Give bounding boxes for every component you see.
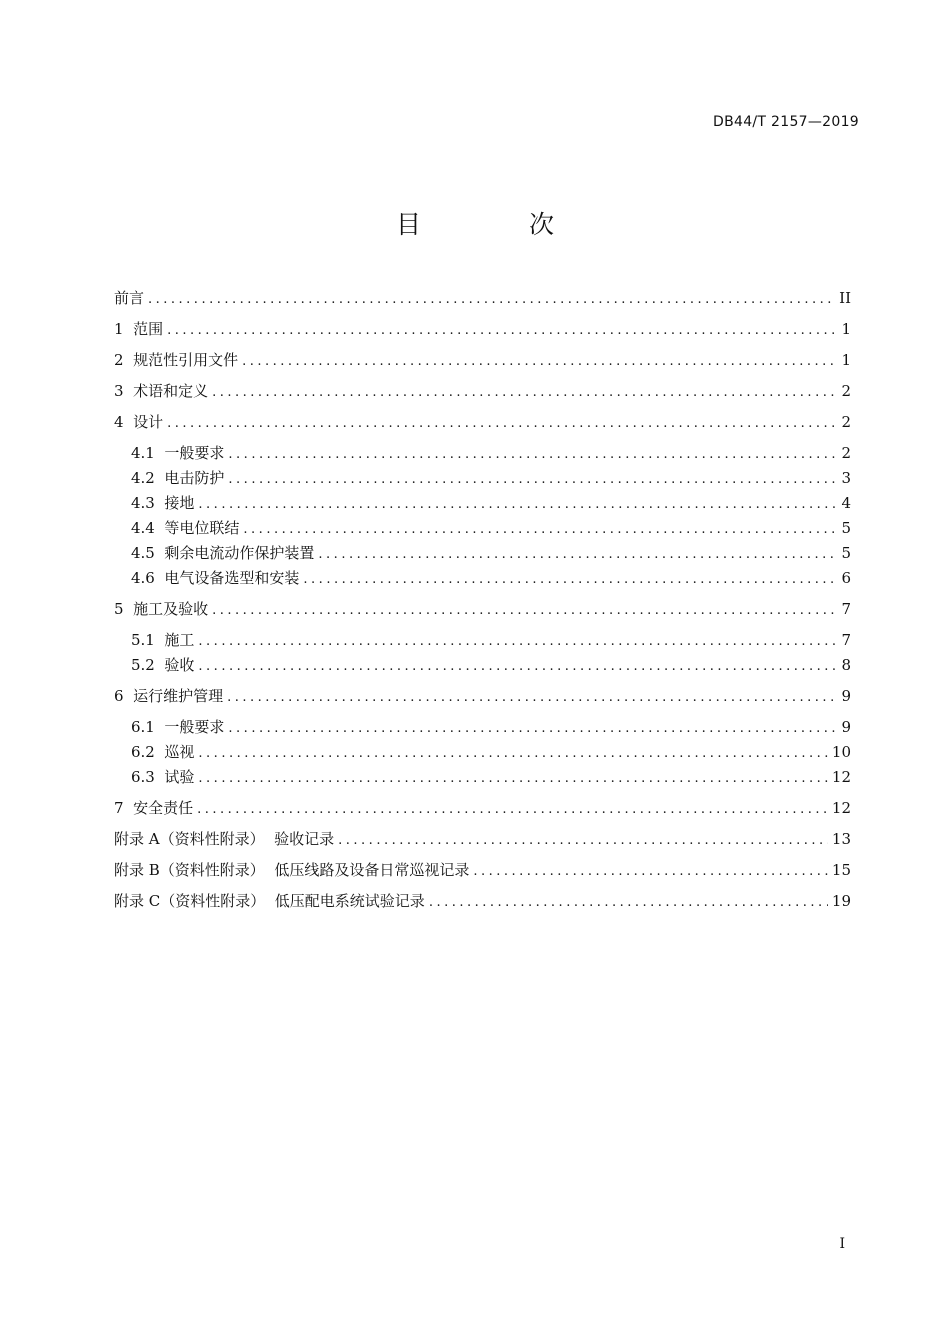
toc-entry-number: 附录 B（资料性附录） xyxy=(114,861,275,879)
dot-leader xyxy=(167,320,837,342)
document-code: DB44/T 2157—2019 xyxy=(713,114,859,130)
toc-entry-4[interactable] xyxy=(114,411,851,433)
toc-entry-label: 试验 xyxy=(164,768,195,786)
toc-entry-number: 7 xyxy=(114,799,134,817)
toc-page-number: 2 xyxy=(841,444,851,462)
toc-entry-4-5[interactable] xyxy=(114,542,851,564)
toc-entry-2[interactable] xyxy=(114,349,851,371)
toc-entry-label: 规范性引用文件 xyxy=(133,351,239,369)
dot-leader xyxy=(228,444,837,466)
toc-entry-label: 验收 xyxy=(164,656,195,674)
toc-entry-number: 2 xyxy=(114,351,134,369)
toc-entry-number: 6.3 xyxy=(131,768,165,786)
toc-page-number: 6 xyxy=(841,569,851,587)
toc-entry-4-2[interactable] xyxy=(114,467,851,489)
toc-entry-5[interactable] xyxy=(114,598,851,620)
toc-entry-label: 剩余电流动作保护装置 xyxy=(164,544,315,562)
toc-page-number: 8 xyxy=(841,656,851,674)
dot-leader xyxy=(197,799,828,821)
dot-leader xyxy=(198,631,837,653)
toc-entry-appendix-b[interactable] xyxy=(114,859,851,881)
toc-entry-6-2[interactable] xyxy=(114,741,851,763)
toc-entry-number: 3 xyxy=(114,382,134,400)
dot-leader xyxy=(303,569,837,591)
toc-entry-label: 验收记录 xyxy=(274,830,335,848)
toc-entry-number: 5 xyxy=(114,600,134,618)
toc-entry-6-3[interactable] xyxy=(114,766,851,788)
toc-entry-number: 4 xyxy=(114,413,134,431)
page-title: 目 次 xyxy=(396,210,604,239)
toc-page-number: 7 xyxy=(841,631,851,649)
toc-entry-1[interactable] xyxy=(114,318,851,340)
toc-entry-number: 4.6 xyxy=(131,569,165,587)
toc-page-number: 5 xyxy=(841,519,851,537)
toc-entry-label: 前言 xyxy=(114,289,145,307)
dot-leader xyxy=(212,382,837,404)
toc-page-number: 12 xyxy=(831,799,851,817)
toc-page-number: 1 xyxy=(841,351,851,369)
toc-entry-5-2[interactable] xyxy=(114,654,851,676)
toc-entry-label: 电气设备选型和安装 xyxy=(164,569,300,587)
toc-entry-number: 5.2 xyxy=(131,656,165,674)
toc-entry-number: 6.1 xyxy=(131,718,165,736)
dot-leader xyxy=(198,494,837,516)
toc-entry-number: 5.1 xyxy=(131,631,165,649)
toc-entry-label: 安全责任 xyxy=(133,799,194,817)
toc-entry-label: 范围 xyxy=(133,320,164,338)
dot-leader xyxy=(429,892,828,914)
toc-page-number: 12 xyxy=(831,768,851,786)
toc-entry-label: 低压线路及设备日常巡视记录 xyxy=(274,861,470,879)
toc-entry-label: 一般要求 xyxy=(164,718,225,736)
toc-entry-label: 运行维护管理 xyxy=(133,687,224,705)
toc-entry-appendix-a[interactable] xyxy=(114,828,851,850)
toc-entry-3[interactable] xyxy=(114,380,851,402)
toc-entry-number: 6.2 xyxy=(131,743,165,761)
toc-page-number: II xyxy=(839,289,851,307)
toc-page-number: 13 xyxy=(831,830,851,848)
toc-entry-6[interactable] xyxy=(114,685,851,707)
toc-entry-label: 接地 xyxy=(164,494,195,512)
toc-entry-number: 4.3 xyxy=(131,494,165,512)
dot-leader xyxy=(148,289,835,311)
toc-entry-foreword[interactable] xyxy=(114,287,851,309)
dot-leader xyxy=(198,768,827,790)
toc-entry-6-1[interactable] xyxy=(114,716,851,738)
dot-leader xyxy=(198,743,827,765)
toc-page-number: 9 xyxy=(841,687,851,705)
dot-leader xyxy=(198,656,837,678)
dot-leader xyxy=(228,469,837,491)
toc-entry-number: 4.1 xyxy=(131,444,165,462)
page-number: I xyxy=(839,1236,845,1252)
toc-entry-5-1[interactable] xyxy=(114,629,851,651)
dot-leader xyxy=(227,687,837,709)
toc-entry-4-3[interactable] xyxy=(114,492,851,514)
toc-entry-7[interactable] xyxy=(114,797,851,819)
toc-entry-label: 巡视 xyxy=(164,743,195,761)
dot-leader xyxy=(338,830,828,852)
toc-page-number: 2 xyxy=(841,382,851,400)
dot-leader xyxy=(243,519,837,541)
toc-entry-4-6[interactable] xyxy=(114,567,851,589)
toc-entry-label: 施工及验收 xyxy=(133,600,209,618)
toc-page-number: 7 xyxy=(841,600,851,618)
toc-page-number: 5 xyxy=(841,544,851,562)
toc-entry-4-1[interactable] xyxy=(114,442,851,464)
toc-entry-label: 一般要求 xyxy=(164,444,225,462)
toc-entry-label: 术语和定义 xyxy=(133,382,209,400)
toc-entry-label: 等电位联结 xyxy=(164,519,240,537)
toc-entry-number: 4.5 xyxy=(131,544,165,562)
toc-page-number: 4 xyxy=(841,494,851,512)
toc-page-number: 19 xyxy=(831,892,851,910)
toc-page-number: 1 xyxy=(841,320,851,338)
toc-page-number: 10 xyxy=(831,743,851,761)
dot-leader xyxy=(167,413,837,435)
dot-leader xyxy=(318,544,837,566)
toc-entry-4-4[interactable] xyxy=(114,517,851,539)
dot-leader xyxy=(212,600,837,622)
toc-entry-number: 6 xyxy=(114,687,134,705)
toc-entry-label: 设计 xyxy=(133,413,164,431)
toc-entry-label: 施工 xyxy=(164,631,195,649)
toc-entry-number: 1 xyxy=(114,320,134,338)
toc-entry-number: 4.4 xyxy=(131,519,165,537)
toc-entry-number: 4.2 xyxy=(131,469,165,487)
dot-leader xyxy=(242,351,837,373)
toc-page-number: 15 xyxy=(831,861,851,879)
toc-page-number: 3 xyxy=(841,469,851,487)
toc-entry-appendix-c[interactable] xyxy=(114,890,851,912)
toc-page-number: 9 xyxy=(841,718,851,736)
toc-entry-number: 附录 C（资料性附录） xyxy=(114,892,275,910)
toc-entry-label: 电击防护 xyxy=(164,469,225,487)
dot-leader xyxy=(473,861,828,883)
toc-page-number: 2 xyxy=(841,413,851,431)
toc-entry-number: 附录 A（资料性附录） xyxy=(114,830,275,848)
dot-leader xyxy=(228,718,837,740)
toc-entry-label: 低压配电系统试验记录 xyxy=(274,892,425,910)
